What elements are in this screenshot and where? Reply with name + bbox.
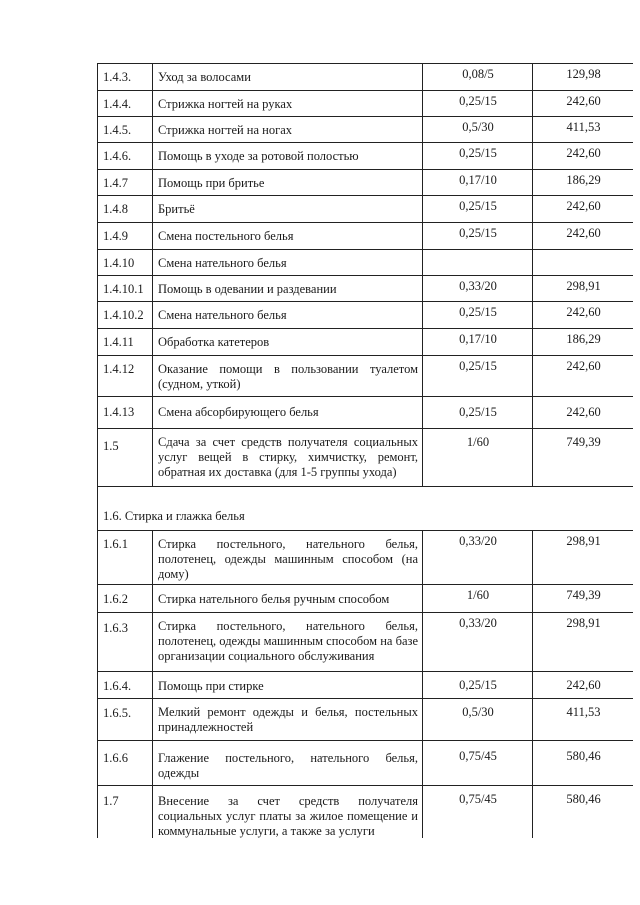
service-name: Смена постельного белья <box>153 223 423 249</box>
service-name: Смена абсорбирующего белья <box>153 397 423 428</box>
price: 242,60 <box>566 305 601 319</box>
service-name: Уход за волосами <box>153 64 423 90</box>
time-norm: 0,25/15 <box>423 196 533 222</box>
price: 749,39 <box>566 588 601 602</box>
time-norm: 0,08/5 <box>423 64 533 90</box>
time-norm: 0,75/45 <box>423 786 533 838</box>
section-row <box>98 487 633 531</box>
table-row <box>98 329 633 356</box>
table-row <box>98 276 633 302</box>
price: 242,60 <box>566 199 601 213</box>
time-norm: 0,17/10 <box>423 170 533 195</box>
row-number: 1.4.7 <box>98 170 153 195</box>
row-number: 1.4.3. <box>98 64 153 90</box>
price: 298,91 <box>566 279 601 293</box>
price: 242,60 <box>566 359 601 373</box>
time-norm: 0,17/10 <box>423 329 533 355</box>
price: 580,46 <box>566 749 601 763</box>
row-number: 1.4.9 <box>98 223 153 249</box>
service-name: Глажение постельного, нательного белья, одежды <box>153 741 423 785</box>
service-name: Смена нательного белья <box>153 250 423 275</box>
service-name: Помощь в уходе за ротовой полостью <box>153 143 423 169</box>
price <box>533 250 633 275</box>
row-number: 1.7 <box>98 786 153 838</box>
table-row <box>98 302 633 329</box>
price: 298,91 <box>566 616 601 630</box>
table-row <box>98 356 633 397</box>
price: 242,60 <box>566 678 601 692</box>
table-row <box>98 429 633 487</box>
price: 129,98 <box>566 67 601 81</box>
time-norm: 0,25/15 <box>423 672 533 698</box>
row-number: 1.4.5. <box>98 117 153 142</box>
section-title: 1.6. Стирка и глажка белья <box>103 509 245 523</box>
table-row <box>98 117 633 143</box>
table-row <box>98 196 633 223</box>
service-name: Стрижка ногтей на руках <box>153 91 423 116</box>
price: 411,53 <box>566 120 601 134</box>
service-name: Сдача за счет средств получателя социальных услуг вещей в стирку, химчистку, ремонт, обратная их доставка (для 1-5 группы ухода) <box>153 429 423 486</box>
time-norm <box>423 250 533 275</box>
service-name: Смена нательного белья <box>153 302 423 328</box>
table-row <box>98 397 633 429</box>
service-name: Мелкий ремонт одежды и белья, постельных принадлежностей <box>153 699 423 740</box>
row-number: 1.4.10 <box>98 250 153 275</box>
price: 242,60 <box>566 405 601 419</box>
price: 242,60 <box>566 226 601 240</box>
service-name: Оказание помощи в пользовании туалетом (судном, уткой) <box>153 356 423 396</box>
time-norm: 0,25/15 <box>423 143 533 169</box>
table-row <box>98 64 633 91</box>
row-number: 1.4.13 <box>98 397 153 428</box>
table-row <box>98 143 633 170</box>
time-norm: 0,5/30 <box>423 117 533 142</box>
row-number: 1.4.12 <box>98 356 153 396</box>
price: 749,39 <box>566 435 601 449</box>
row-number: 1.6.3 <box>98 613 153 671</box>
service-name: Бритьё <box>153 196 423 222</box>
price: 242,60 <box>566 94 601 108</box>
time-norm: 0,25/15 <box>423 91 533 116</box>
table-row <box>98 223 633 250</box>
table-row <box>98 741 633 786</box>
row-number: 1.6.4. <box>98 672 153 698</box>
time-norm: 0,25/15 <box>423 397 533 428</box>
service-name: Обработка катетеров <box>153 329 423 355</box>
row-number: 1.4.4. <box>98 91 153 116</box>
service-name: Стрижка ногтей на ногах <box>153 117 423 142</box>
price: 242,60 <box>566 146 601 160</box>
time-norm: 0,5/30 <box>423 699 533 740</box>
price: 186,29 <box>566 332 601 346</box>
time-norm: 1/60 <box>423 429 533 486</box>
time-norm: 0,25/15 <box>423 302 533 328</box>
row-number: 1.6.1 <box>98 531 153 584</box>
row-number: 1.4.8 <box>98 196 153 222</box>
row-number: 1.5 <box>98 429 153 486</box>
row-number: 1.4.10.1 <box>98 276 153 301</box>
service-name: Помощь при стирке <box>153 672 423 698</box>
row-number: 1.6.6 <box>98 741 153 785</box>
row-number: 1.4.10.2 <box>98 302 153 328</box>
time-norm: 0,33/20 <box>423 613 533 671</box>
price: 298,91 <box>566 534 601 548</box>
table-row <box>98 91 633 117</box>
table-row <box>98 170 633 196</box>
time-norm: 1/60 <box>423 585 533 612</box>
time-norm: 0,25/15 <box>423 356 533 396</box>
table-row <box>98 672 633 699</box>
price: 411,53 <box>566 705 601 719</box>
time-norm: 0,33/20 <box>423 276 533 301</box>
service-name: Стирка постельного, нательного белья, полотенец, одежды машинным способом (на дому) <box>153 531 423 584</box>
row-number: 1.6.2 <box>98 585 153 612</box>
price: 186,29 <box>566 173 601 187</box>
time-norm: 0,75/45 <box>423 741 533 785</box>
table-row <box>98 531 633 585</box>
time-norm: 0,25/15 <box>423 223 533 249</box>
service-name: Помощь при бритье <box>153 170 423 195</box>
table-row <box>98 585 633 613</box>
price: 580,46 <box>566 792 601 806</box>
table-row <box>98 613 633 672</box>
service-name: Внесение за счет средств получателя социальных услуг платы за жилое помещение и коммунальные услуги, а также за услуги <box>153 786 423 838</box>
row-number: 1.4.6. <box>98 143 153 169</box>
service-name: Помощь в одевании и раздевании <box>153 276 423 301</box>
service-name: Стирка постельного, нательного белья, полотенец, одежды машинным способом на базе организации социального обслуживания <box>153 613 423 671</box>
table-row <box>98 699 633 741</box>
row-number: 1.6.5. <box>98 699 153 740</box>
table-row <box>98 250 633 276</box>
services-table <box>97 63 633 838</box>
service-name: Стирка нательного белья ручным способом <box>153 585 423 612</box>
time-norm: 0,33/20 <box>423 531 533 584</box>
table-row <box>98 786 633 838</box>
row-number: 1.4.11 <box>98 329 153 355</box>
